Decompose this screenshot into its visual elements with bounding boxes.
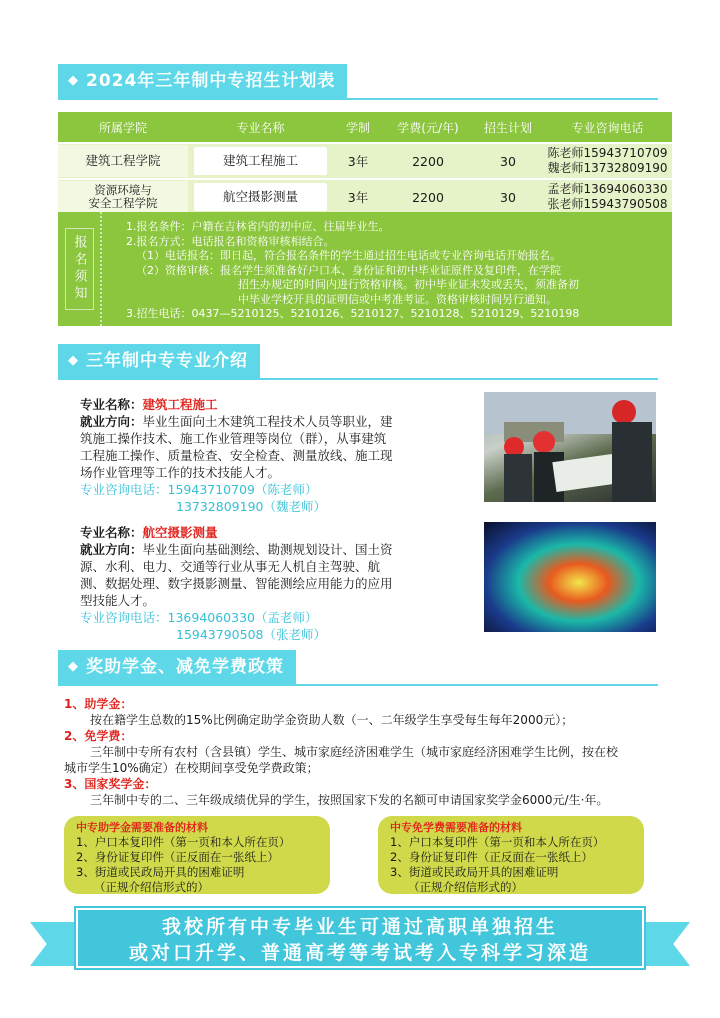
- policy-heading: 3、国家奖学金：: [64, 777, 157, 791]
- policy-paragraph: 三年制中专所有农村（含县镇）学生、城市家庭经济困难学生（城市家庭经济困难学生比例，按在校: [90, 745, 619, 759]
- table-row: [58, 180, 672, 214]
- table-header: [58, 112, 672, 142]
- section-header-plan: [58, 64, 347, 98]
- policy-paragraph: 按在籍学生总数的15%比例确定助学金资助人数（一、二年级学生享受每生每年2000元）；: [90, 713, 574, 727]
- phone-line: 陈老师15943710709: [547, 146, 668, 160]
- box-item: 3、街道或民政局开具的困难证明: [390, 865, 559, 879]
- section-title-bar: [58, 344, 260, 378]
- phone-line: 魏老师13732809190: [547, 161, 668, 175]
- enrollment-plan-table: [58, 112, 672, 214]
- direction-text: 工程施工操作、质量检查、安全检查、测量放线、施工现: [80, 448, 393, 463]
- direction-text: 筑施工操作技术、施工作业管理等岗位（群），从事建筑: [80, 431, 387, 446]
- cell-major: 建筑工程施工: [194, 147, 327, 175]
- direction-text: 测、数据处理、数字摄影测量、智能测绘应用能力的应用: [80, 576, 393, 591]
- header-cell: 所属学院: [98, 120, 147, 135]
- section-header-majors: [58, 344, 260, 378]
- box-item: 1、户口本复印件（第一页和本人所在页）: [390, 835, 605, 849]
- tel-label: 专业咨询电话：: [80, 610, 168, 625]
- workers-helmets-image: [484, 392, 656, 502]
- banner-line: 我校所有中专毕业生可通过高职单独招生: [161, 916, 558, 938]
- section-title: 三年制中专专业介绍: [86, 351, 248, 371]
- banner-line: 或对口升学、普通高考等考试考入专科学习深造: [128, 942, 591, 964]
- notice-side-label: [58, 212, 100, 326]
- cell-phone: [543, 182, 672, 212]
- cell-plan: 30: [500, 189, 516, 205]
- box-title: 中专免学费需要准备的材料: [390, 821, 522, 834]
- section-title: 奖助学金、减免学费政策: [86, 657, 284, 677]
- notice-line: 中毕业学校开具的证明信或中考准考证。资格审核时间另行通知。: [238, 292, 557, 306]
- notice-line: 2.报名方式：电话报名和资格审核相结合。: [126, 234, 335, 248]
- section-title-bar: [58, 64, 347, 98]
- cell-college: [58, 181, 188, 213]
- policy-heading: 1、助学金：: [64, 697, 133, 711]
- cell-years: 3年: [347, 154, 369, 169]
- box-item: 2、身份证复印件（正反面在一张纸上）: [76, 850, 279, 864]
- tel-number: 15943790508（张老师）: [176, 627, 326, 642]
- box-item: 2、身份证复印件（正反面在一张纸上）: [390, 850, 593, 864]
- cell-major: 航空摄影测量: [194, 183, 327, 211]
- box-item: 3、街道或民政局开具的困难证明: [76, 865, 245, 879]
- direction-text: 型技能人才。: [80, 593, 156, 608]
- college-line: 资源环境与: [94, 183, 152, 197]
- header-cell: 专业名称: [236, 120, 285, 135]
- cell-years: 3年: [347, 190, 369, 205]
- diamond-icon: ◆: [68, 73, 79, 88]
- tel-number: 13732809190（魏老师）: [176, 499, 326, 514]
- direction-text: 毕业生面向基础测绘、勘测规划设计、国土资: [142, 542, 393, 557]
- direction-text: 场作业管理等工作的技术技能人才。: [80, 465, 281, 480]
- notice-title: 报名须知: [65, 228, 94, 310]
- policy-paragraph: 城市学生10%确定）在校期间享受免学费政策；: [64, 761, 319, 775]
- diamond-icon: ◆: [68, 353, 79, 368]
- major-intro-aerial: [80, 524, 440, 643]
- diamond-icon: ◆: [68, 659, 79, 674]
- tuition-waiver-materials-box: [378, 816, 644, 894]
- phone-line: 张老师15943790508: [547, 197, 668, 211]
- cell-phone: [543, 146, 672, 176]
- section-title: 2024年三年制中专招生计划表: [86, 71, 336, 91]
- divider: [58, 98, 658, 100]
- point-cloud-photo: [484, 522, 656, 632]
- direction-label: 就业方向：: [80, 414, 143, 429]
- major-name-label: 专业名称：: [80, 397, 143, 412]
- direction-label: 就业方向：: [80, 542, 143, 557]
- policy-text: [64, 696, 664, 808]
- registration-notice: [58, 212, 672, 326]
- major-intro-construction: [80, 396, 440, 515]
- box-item: 1、户口本复印件（第一页和本人所在页）: [76, 835, 291, 849]
- box-item: （正规介绍信形式的）: [408, 880, 523, 894]
- header-cell: 学费(元/年): [397, 120, 459, 135]
- header-cell: 学制: [345, 120, 370, 135]
- box-item: （正规介绍信形式的）: [94, 880, 209, 894]
- major-name-label: 专业名称：: [80, 525, 143, 540]
- table-row: [58, 144, 672, 178]
- divider: [58, 378, 658, 380]
- notice-line: 1.报名条件：户籍在吉林省内的初中应、往届毕业生。: [126, 220, 390, 233]
- divider: [58, 684, 658, 686]
- notice-line: 3.招生电话：0437—5210125、5210126、5210127、5210128、5210129、5210198: [126, 307, 580, 320]
- cell-college: 建筑工程学院: [58, 145, 188, 177]
- direction-text: 源、水利、电力、交通等行业从事无人机自主驾驶、航: [80, 559, 381, 574]
- notice-line: （2）资格审核：报名学生须准备好户口本、身份证和初中毕业证原件及复印件，在学院: [136, 263, 561, 277]
- policy-heading: 2、免学费：: [64, 729, 133, 743]
- tel-number: 15943710709（陈老师）: [167, 482, 318, 497]
- notice-line: 招生办规定的时间内进行资格审核。初中毕业证未发或丢失，须准备初: [238, 278, 579, 291]
- direction-text: 毕业生面向土木建筑工程技术人员等职业，建: [142, 414, 393, 429]
- box-title: 中专助学金需要准备的材料: [76, 821, 208, 834]
- grant-materials-box: [64, 816, 330, 894]
- notice-line: （1）电话报名：即日起，符合报名条件的学生通过招生电话或专业咨询电话开始报名。: [136, 249, 561, 262]
- policy-paragraph: 三年制中专的二、三年级成绩优异的学生，按照国家下发的名额可申请国家奖学金6000元/生·年。: [90, 793, 609, 807]
- college-line: 安全工程学院: [88, 196, 158, 210]
- section-header-policy: [58, 650, 296, 684]
- tel-number: 13694060330（孟老师）: [167, 610, 318, 625]
- cell-fee: 2200: [412, 189, 444, 205]
- header-cell: 招生计划: [483, 120, 532, 135]
- section-title-bar: [58, 650, 296, 684]
- major-name: 航空摄影测量: [142, 525, 218, 540]
- construction-site-photo: [484, 392, 656, 502]
- banner-box: [76, 908, 644, 968]
- tel-label: 专业咨询电话：: [80, 482, 168, 497]
- bottom-banner: [30, 904, 690, 976]
- cell-plan: 30: [500, 153, 516, 169]
- header-cell: 专业咨询电话: [571, 120, 644, 135]
- cell-fee: 2200: [412, 153, 444, 169]
- major-name: 建筑工程施工: [142, 397, 218, 412]
- notice-body: [100, 212, 672, 326]
- phone-line: 孟老师13694060330: [547, 182, 668, 196]
